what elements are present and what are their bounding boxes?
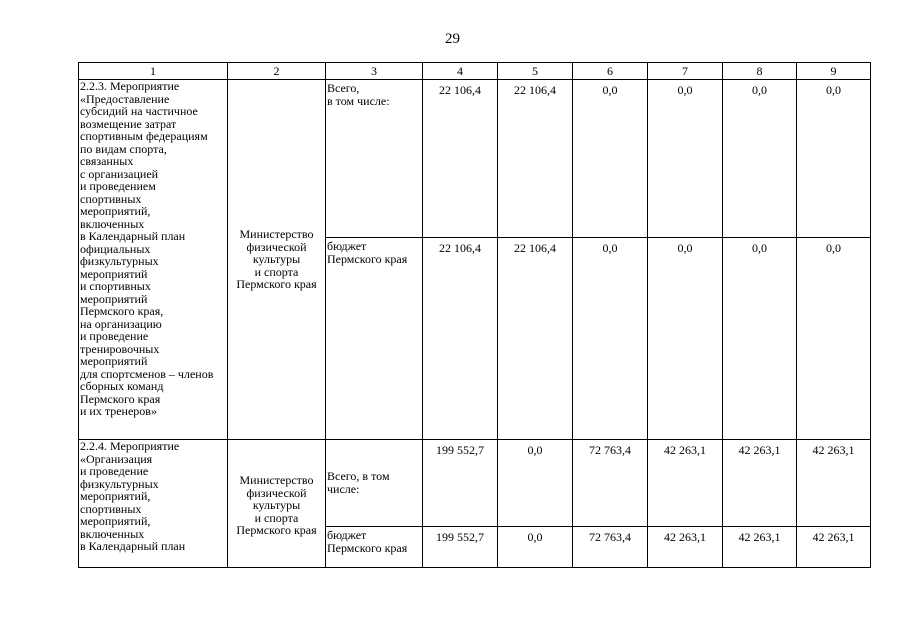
value-cell: 0,0 [573,238,648,440]
table-row [79,80,871,238]
funding-source-cell: бюджет Пермского края [326,238,423,440]
column-header: 5 [498,63,573,80]
value-cell: 0,0 [648,80,723,238]
value-cell: 42 263,1 [797,440,871,527]
column-header: 7 [648,63,723,80]
funding-source-cell: бюджет Пермского края [326,527,423,568]
column-header: 9 [797,63,871,80]
value-cell: 22 106,4 [498,80,573,238]
value-cell: 0,0 [573,80,648,238]
value-cell: 42 263,1 [723,440,797,527]
column-header: 3 [326,63,423,80]
value-cell: 0,0 [797,80,871,238]
funding-source-cell: Всего, в том числе: [326,80,423,238]
value-cell: 0,0 [648,238,723,440]
value-cell: 22 106,4 [423,238,498,440]
value-cell: 0,0 [723,238,797,440]
column-header: 6 [573,63,648,80]
value-cell: 42 263,1 [648,440,723,527]
value-cell: 0,0 [797,238,871,440]
program-table [78,62,871,568]
value-cell: 72 763,4 [573,527,648,568]
column-header: 1 [79,63,228,80]
executor-cell: Министерство физической культуры и спорта Пермского края [228,80,326,440]
value-cell: 42 263,1 [723,527,797,568]
measure-name-cell: 2.2.3. Мероприятие «Предоставление субсидий на частичное возмещение затрат спортивным федерациям по видам спорта, связанных с организацией и проведением спортивных мероприятий, включенных в Календарный план официальных физкультурных мероприятий и спортивных мероприятий Пермского края, на организацию и проведение тренировочных мероприятий для спортсменов – членов сборных команд Пермского края и их тренеров» [79,80,228,440]
measure-name-cell: 2.2.4. Мероприятие «Организация и проведение физкультурных мероприятий, спортивных мероприятий, включенных в Календарный план [79,440,228,568]
value-cell: 42 263,1 [648,527,723,568]
value-cell: 22 106,4 [423,80,498,238]
value-cell: 0,0 [498,440,573,527]
value-cell: 42 263,1 [797,527,871,568]
value-cell: 199 552,7 [423,440,498,527]
column-header-row [79,63,871,80]
page-number: 29 [445,31,460,47]
funding-source-cell: Всего, в том числе: [326,440,423,527]
column-header: 8 [723,63,797,80]
value-cell: 72 763,4 [573,440,648,527]
table-row [79,440,871,527]
value-cell: 0,0 [723,80,797,238]
executor-cell: Министерство физической культуры и спорта Пермского края [228,440,326,568]
value-cell: 199 552,7 [423,527,498,568]
column-header: 2 [228,63,326,80]
column-header: 4 [423,63,498,80]
value-cell: 0,0 [498,527,573,568]
value-cell: 22 106,4 [498,238,573,440]
